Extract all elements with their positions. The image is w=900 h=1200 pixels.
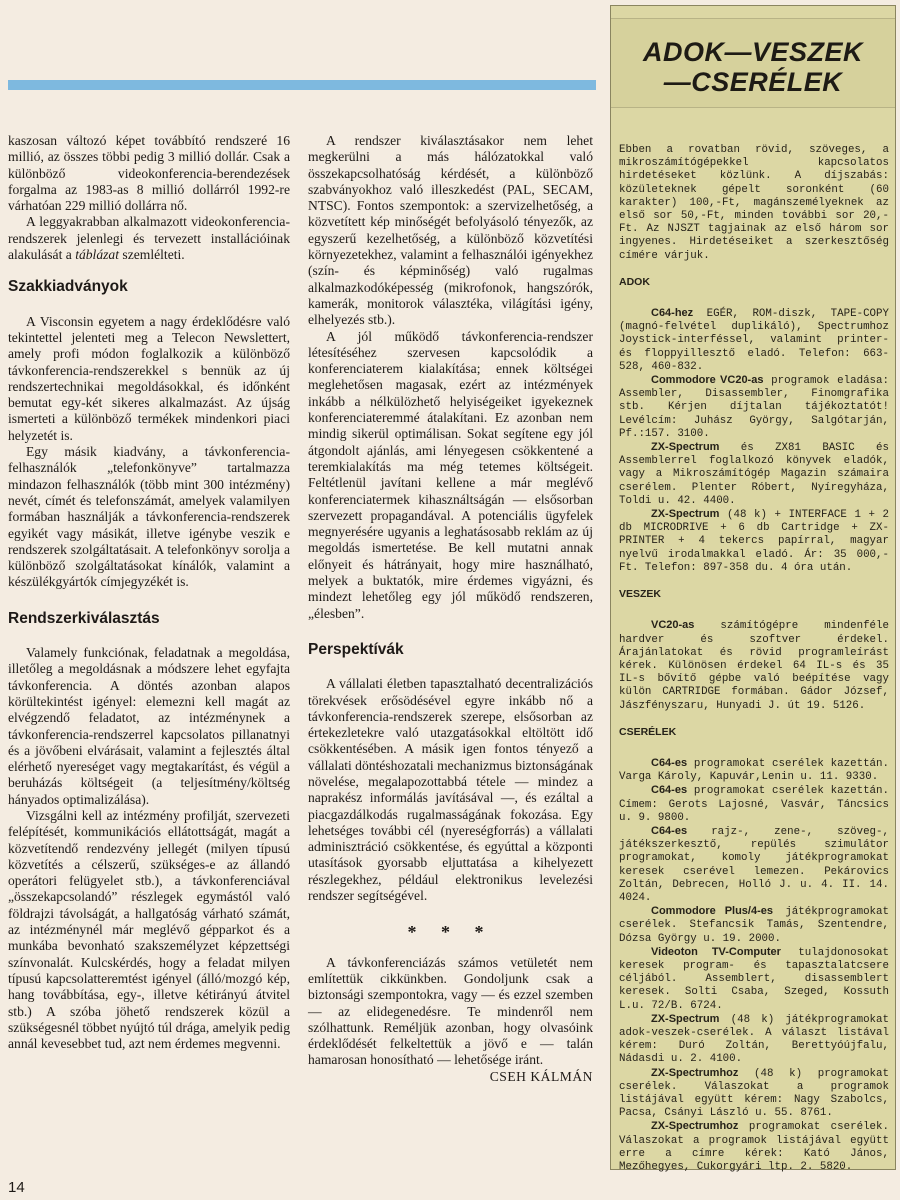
emphasis-text: táblázat <box>75 247 119 263</box>
paragraph: A vállalati életben tapasztalható decentralizációs törekvések erősödésével egyre inkább nő a távkonferencia-rendszerek szerepe, elsősorban az értekezletekre való utazgatásokkal eltöltött idő csökkentésében. A másik igen fontos tényező a vállalati döntéshozatali mechanizmus biztonságának növelése, megalapozottabbá tétele — mindez a naprakész informálás javításával —, és ezáltal a piacgazdálkodás rugalmasságának fokozása. Egy lehetséges további cél (nyereségforrás) a vállalati adminisztráció csökkentése, és egyúttal a központi utasítások gyorsabb eljuttatása a kihelyezett részlegekhez, például elektronikus levelezési rendszer segítségével. <box>308 676 593 904</box>
text-span: szemlélteti. <box>119 247 185 263</box>
ad-keyword: VC20-as <box>651 619 695 632</box>
paragraph: A jól működő távkonferencia-rendszer létesítéséhez szervesen kapcsolódik a konferenciaterem kialakítása; ennek költségei meglehetősen magasak, ezért az intézmények inkább a nélkülözhető helyiségeiket igyekeznek konferenciateremmé átalakítani. Ez azonban nem mindig sikerül optimálisan. Sokat segítene egy jól átgondolt ajánlás, ami lényegesen csökkentené a teremkialakítás ma még tetemes költségeit. Feltétlenül javítani kellene a már meglévő konferenciatermek kihasználtságán — elsősorban szervezett propagandával. A potenciális ügyfelek megnyerésére ugyanis a leghatásosabb reklám az új megoldás ismertetése. Be kell mutatni annak előnyeit és hátrányait, hogy mire használható, melyek a buktatók, mire érdemes vigyázni, és mindezt lehetőleg egy jól működő rendszeren, „élesben”. <box>308 328 593 621</box>
section-divider-stars: * * * <box>407 922 494 943</box>
ad-keyword: ZX-Spectrum <box>651 508 720 521</box>
header-color-bar <box>8 80 596 90</box>
section-heading-szakkiadvanyok: Szakkiadványok <box>8 278 128 296</box>
paragraph: Vizsgálni kell az intézmény profilját, szervezeti felépítését, kommunikációs ellátottságát, magát a közvetítendő rendezvény jellegét (milyen típusú közvetítés a célszerű, szükséges-e az állandó operátori felügyelet stb.), a távkonferenciával „összekapcsolandó” részlegek egymástól való földrajzi távolságát, a hallgatóság várható számát, az intézménynél már meglévő gépparkot és a munkába bevonható szakszemélyzet képzettségi színvonalát. Kulcskérdés, hogy a feladat milyen típusú kapcsolatteremtést igényel (álló/mozgó kép, hang továbbítása, egy-, illetve kétirányú átvitel stb.) A szóba jöhető rendszerek közül a szükségesnél többet nyújtó túl drága, amelyik pedig annál kevesebbet tud, azt nem érdemes megvenni. <box>8 807 291 1052</box>
ad-entry <box>619 619 889 712</box>
ad-entry <box>619 508 889 575</box>
ad-entry <box>619 1067 889 1121</box>
ad-entry <box>619 825 889 905</box>
ad-entry <box>619 441 889 508</box>
paragraph: A távkonferenciázás számos vetületét nem említettük cikkünkben. Gondoljunk csak a biztonsági szempontokra, vagy — és ezzel szemben — az elidegenedésre. Te mindenről nem szólhattunk. Reméljük azonban, hogy olvasóink érdeklődését felkeltettük a jövő e — talán hamarosan honosítható — lehetősége iránt. <box>308 954 593 1068</box>
ad-keyword: ZX-Spectrum <box>651 1012 720 1025</box>
ads-title <box>611 37 895 97</box>
classified-ads-box <box>610 5 896 1174</box>
ad-entry <box>619 946 889 1013</box>
paragraph <box>8 214 290 263</box>
ads-header <box>611 18 895 108</box>
ad-entry <box>619 1013 889 1067</box>
paragraph: Valamely funkciónak, feladatnak a megoldása, illetőleg a megoldásnak a módszere lehet egyfajta távkonferencia. A döntés azonban alapos körültekintést igényel: elemezni kell magát az elvégzendő feladatot, az intézménynek a távkonferencia-rendszerrel kapcsolatos pillanatnyi és a jövőbeni elvárásait, valamint a fejlesztés által elérhető nyereséget vagy megtakarítást, és végül a beruházás költségeit (a teljesítmény/költség hányados optimalizálása). <box>8 645 290 807</box>
ad-keyword: C64-hez <box>651 307 694 320</box>
ad-keyword: Commodore VC20-as <box>651 374 764 387</box>
ad-entry <box>619 307 889 374</box>
ad-text: játékprogramokat cserélek. Stefancsik Tamás, Szentendre, Dózsa György u. 19. 2000. <box>619 906 889 945</box>
ad-entry <box>619 1120 889 1174</box>
ad-text: EGÉR, ROM-diszk, TAPE-COPY (magnó-felvétel duplikáló), Spectrumhoz Joystick-interféssel, valamint printer- és floppyillesztő eladó. Telefon: 663-528, 460-832. <box>619 308 889 373</box>
ad-keyword: ZX-Spectrumhoz <box>651 1066 739 1079</box>
text-span: A leggyakrabban alkalmazott videokonferencia-rendszerek jelenlegi és tervezett installációinak alakulását a <box>8 214 290 263</box>
ads-body <box>611 108 895 1174</box>
ads-section-cserelek: CSERÉLEK <box>619 725 677 738</box>
ad-entry <box>619 374 889 441</box>
page-number: 14 <box>8 1179 25 1196</box>
paragraph: A Visconsin egyetem a nagy érdeklődésre való tekintettel jelenteti meg a Telecon Newslettert, amely profi módon foglalkozik a különböző távkonferencia-rendszerekkel s bennük az új rendszertechnikai megoldásokkal, és időnként bemutat egy-két sikeres alkalmazást. Az újság ismerteti a különböző termékek mindenkori piaci helyzetét is. <box>8 313 290 443</box>
ad-text: programokat cserélek kazettán. Címem: Gerots Lajosné, Vasvár, Táncsics u. 9. 9800. <box>619 785 889 824</box>
paragraph: kaszosan változó képet továbbító rendszeré 16 millió, az összes többi pedig 3 millió dollár. Csak a különböző videokonferencia-berendezések forgalma az 1983-as 8 millió dollárról 1992-re várhatóan 229 millió dollárra nő. <box>8 133 290 214</box>
paragraph: A rendszer kiválasztásakor nem lehet megkerülni a más hálózatokkal való összekapcsolhatóság kérdését, a különböző szabványokhoz való illeszkedést (PAL, SECAM, NTSC). Fontos szempontok: a szervizelhetőség, a közvetített kép minőségét befolyásoló tényezők, az egyszerű kezelhetőség, a különböző közvetítési környezetekhez, valamint a felhasználói igényekhez (szín- és képminőség) való rugalmas alkalmazkodóképesség (mikrofonok, hangszórók, kamerák, monitorok választéka, világítási igény, elhelyezés stb.). <box>308 133 593 328</box>
ad-keyword: C64-es <box>651 784 688 797</box>
ad-entry <box>619 784 889 825</box>
ads-list-adok <box>619 307 889 575</box>
article-column-2 <box>308 133 593 1085</box>
ads-intro: Ebben a rovatban rövid, szöveges, a mikroszámítógépekkel kapcsolatos hirdetéseket közlünk. A díjszabás: közületeknek gépelt soronként (60 karakter) 100,-Ft, magánszemélyeknek az első sor 50,-Ft, minden további sor 20,-Ft. Az NJSZT tagjainak az első három sor ingyenes. Hirdetéseiket a szerkesztőség címére várjuk. <box>619 144 889 262</box>
ad-keyword: Commodore Plus/4-es <box>651 905 773 918</box>
ad-text: számítógépre mindenféle hardver és szoftver érdekel. Árajánlatokat és rövid programleírást kérek. Különösen érdekel 64 IL-s és 35 IL-s bővítő gépbe való beépítése vagy külön CARTRIDGE formában. Gádor József, Jászfényszaru, Hunyadi J. út 19. 5126. <box>619 620 889 712</box>
ad-keyword: C64-es <box>651 756 688 769</box>
ads-title-line: —CSERÉLEK <box>663 67 843 97</box>
ad-text: (48 k) + INTERFACE 1 + 2 db MICRODRIVE + 6 db Cartridge + ZX-PRINTER + 4 tekercs papírral, magyar nyelvű irodalmakkal eladó. Ár: 35 000,-Ft. Telefon: 897-358 du. 4 óra után. <box>619 509 889 574</box>
section-heading-rendszerkivalasztas: Rendszerkiválasztás <box>8 609 160 627</box>
ads-section-veszek: VESZEK <box>619 588 662 601</box>
ads-title-line: ADOK—VESZEK <box>642 37 864 67</box>
ad-text: programokat cserélek. Válaszokat a programok listájával együtt erre a címre kérek: Kató János, Mezőhegyes, Cukorgyári ltp. 2. 5820. <box>619 1121 889 1174</box>
ad-keyword: C64-es <box>651 824 688 837</box>
ad-text: és ZX81 BASIC és Assemblerrel foglalkozó könyvek eladók, vagy a Mikroszámítógép Magazin számaira cserélem. Plenter Róbert, Nyíregyháza, Toldi u. 42. 4400. <box>619 442 889 507</box>
ad-text: programokat cserélek kazettán. Varga Károly, Kapuvár,Lenin u. 11. 9330. <box>619 757 889 784</box>
ad-keyword: ZX-Spectrum <box>651 441 720 454</box>
ads-section-adok: ADOK <box>619 275 650 288</box>
ads-list-cserelek <box>619 757 889 1174</box>
paragraph: Egy másik kiadvány, a távkonferencia-felhasználók „telefonkönyve” tartalmazza mindazon felhasználók (több mint 300 intézmény) nevét, címét és telefonszámát, amelyek valamilyen formában használják a távkonferencia-rendszerek egyikét vagy másikát, illetve igénybe veszik e rendszerek szolgáltatásait. A telefonkönyv sorolja a különböző szolgáltatásokat kínálók, valamint a készülékgyártók címjegyzékét is. <box>8 444 290 590</box>
author-byline: CSEH KÁLMÁN <box>489 1068 593 1084</box>
ad-text: programok eladása: Assembler, Disassembler, Finomgrafika stb. Kérjen díjtalan tájékoztatót! Levélcím: Juhász György, Salgótarján, Pf.:157. 3100. <box>619 375 889 440</box>
ad-keyword: Videoton TV-Computer <box>651 945 781 958</box>
ad-text: tulajdonosokat keresek program- és tapasztalatcsere céljából. Assemblert, disassemblert keresek. Solti Csaba, Szeged, Kossuth L.u. 72/B. 6724. <box>619 946 889 1012</box>
ad-text: (48 k) programokat cserélek. Válaszokat a programok listájával együtt kérem: Nagy Szabolcs, Pacsa, Csányi László u. 55. 8761. <box>619 1067 889 1120</box>
section-heading-perspektivak: Perspektívák <box>308 640 404 658</box>
ad-keyword: ZX-Spectrumhoz <box>651 1120 739 1133</box>
ad-entry <box>619 757 889 784</box>
ads-list-veszek <box>619 619 889 712</box>
article-column-1 <box>8 133 290 1052</box>
ad-text: rajz-, zene-, szöveg-, játékszerkesztő, repülés szimulátor programokat, komoly játékprogramokat keresek cserével lemezen. Pekárovics Zoltán, Debrecen, Holló J. u. 4. II. 14. 4024. <box>619 825 889 904</box>
ad-entry <box>619 905 889 946</box>
ad-text: (48 k) játékprogramokat adok-veszek-cserélek. A választ listával kérem: Duró Zoltán, Berettyóújfalu, Nádasdi u. 2. 4100. <box>619 1013 889 1066</box>
